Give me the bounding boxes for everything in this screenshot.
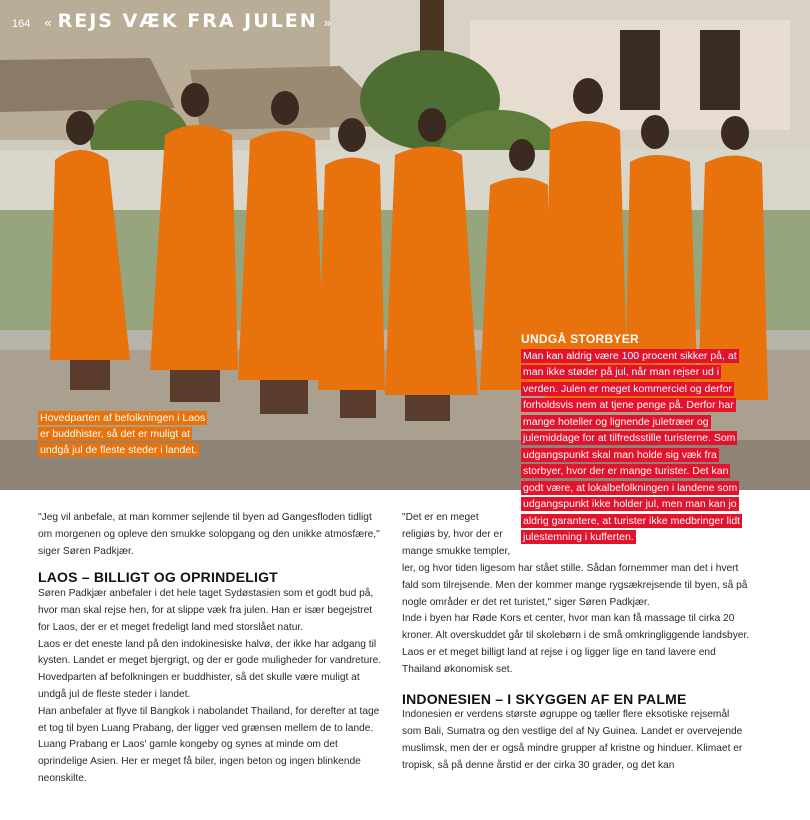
- chevron-right-icon: »: [323, 15, 331, 30]
- page-number: 164: [12, 18, 31, 30]
- article-column-right: [402, 561, 750, 775]
- page-header: [12, 10, 337, 32]
- photo-caption-text: Hovedparten af befolkningen i Laos er buddhister, så det er muligt at undgå jul de fleste steder i landet.: [40, 412, 206, 456]
- article-column-left: [38, 510, 386, 788]
- sidebar-title: UNDGÅ STORBYER: [521, 332, 639, 346]
- sidebar-text: Man kan aldrig være 100 procent sikker på, at man ikke støder på jul, når man rejser ud i verden. Julen er meget kommerciel og derfor forholdsvis nem at tjene penge på. Derfor har mange hoteller og lignende juletræer og julemiddage for at tilfredsstille turisterne. Som udgangspunkt skal man holde sig væk fra storbyer, hvor der er mange turister. Det kan godt være, at lokalbefolkningen i landene som udgangspunkt ikke holder jul, men man kan jo aldrig garantere, at turister ikke medbringer lidt julestemning i kufferten.: [523, 349, 741, 543]
- laos-paragraph-1: Søren Padkjær anbefaler i det hele taget Sydøstasien som et godt bud på, hvor man skal rejse hen, for at slippe væk fra julen. Han er især begejstret for Laos, der er et meget fredeligt land med storslået natur.: [38, 588, 374, 633]
- indonesia-paragraph: Indonesien er verdens største øgruppe og tæller flere eksotiske rejsemål som Bali, Sumatra og den vestlige del af Ny Guinea. Landet er overvejende muslimsk, men der er også mindre grupper af kristne og hinduer. Klimaet er tropisk, så på denne årstid er der cirka 30 grader, og det kan: [402, 709, 743, 771]
- page-title: REJS VÆK FRA JULEN: [57, 10, 318, 32]
- quote-start: "Det er en meget religiøs by, hvor der er mange smukke templer,: [402, 512, 511, 557]
- laos-heading: LAOS – BILLIGT OG OPRINDELIGT: [38, 569, 278, 586]
- article-column-right-top: [402, 510, 514, 560]
- temple-paragraph: ler, og hvor tiden ligesom har stået stille. Sådan fornemmer man det i hvert fald som tilrejsende. Men der kommer mange rygsækrejsende til byen, så på nogle områder er det ret turistet," siger Søren Padkjær.: [402, 563, 748, 608]
- intro-paragraph: "Jeg vil anbefale, at man kommer sejlende til byen ad Gangesfloden tidligt om morgenen og opleve den smukke solopgang og den unikke atmosfære," siger Søren Padkjær.: [38, 512, 380, 557]
- red-cross-paragraph: Inde i byen har Røde Kors et center, hvor man kan få massage til cirka 20 kroner. Alt overskuddet går til skolebørn i de små omkringliggende landsbyer. Laos er et meget billigt land at rejse i og ligger lige en tand lavere end Thailand økonomisk set.: [402, 613, 750, 675]
- laos-paragraph-2: Laos er det eneste land på den indokinesiske halvø, der ikke har adgang til kysten. Landet er meget bjergrigt, og der er gode muligheder for vandreture. Hovedparten af befolkningen er buddhister, så det skulle være muligt at undgå jul de fleste steder i landet.: [38, 638, 382, 700]
- laos-paragraph-3: Han anbefaler at flyve til Bangkok i nabolandet Thailand, for derefter at tage et tog til byen Luang Prabang, der ligger ved grænsen mellem de to lande. Luang Prabang er Laos' gamle kongeby og synes at minde om det oprindelige Asien. Her er meget få biler, ingen beton og ingen blinkende neonskilte.: [38, 705, 380, 784]
- sidebar-box: [521, 331, 749, 546]
- chevron-left-icon: «: [44, 15, 52, 30]
- indonesia-heading: INDONESIEN – I SKYGGEN AF EN PALME: [402, 690, 687, 707]
- photo-caption: [38, 410, 214, 458]
